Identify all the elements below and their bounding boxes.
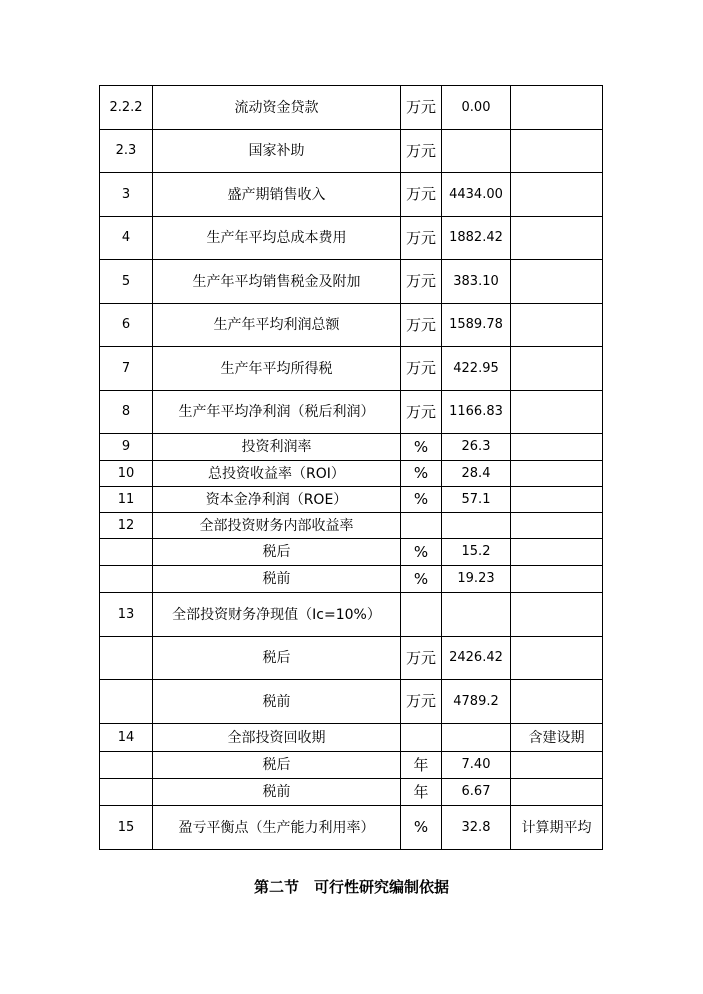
value-cell: 4789.2 (442, 680, 511, 724)
value-cell: 57.1 (442, 487, 511, 513)
row-number: 8 (100, 391, 153, 434)
unit-cell: 万元 (401, 86, 442, 130)
table-row (100, 566, 603, 593)
row-number (100, 566, 153, 593)
value-cell: 15.2 (442, 539, 511, 566)
table-row (100, 461, 603, 487)
table-row (100, 637, 603, 680)
row-number: 10 (100, 461, 153, 487)
note-cell (511, 304, 603, 347)
note-cell (511, 461, 603, 487)
indicator-name: 全部投资财务内部收益率 (153, 513, 401, 539)
unit-cell (401, 593, 442, 637)
value-cell: 7.40 (442, 752, 511, 779)
indicator-name: 生产年平均所得税 (153, 347, 401, 391)
table-row (100, 260, 603, 304)
note-cell (511, 434, 603, 461)
unit-cell: 万元 (401, 217, 442, 260)
row-number: 2.3 (100, 130, 153, 173)
value-cell (442, 513, 511, 539)
value-cell: 2426.42 (442, 637, 511, 680)
indicator-table (99, 85, 603, 850)
table-row (100, 779, 603, 806)
row-number: 2.2.2 (100, 86, 153, 130)
indicator-name: 生产年平均净利润（税后利润） (153, 391, 401, 434)
table-row (100, 487, 603, 513)
indicator-name: 盛产期销售收入 (153, 173, 401, 217)
unit-cell: 万元 (401, 260, 442, 304)
unit-cell: 万元 (401, 173, 442, 217)
table-row (100, 217, 603, 260)
note-cell (511, 779, 603, 806)
unit-cell: 万元 (401, 130, 442, 173)
indicator-name: 投资利润率 (153, 434, 401, 461)
row-number: 7 (100, 347, 153, 391)
unit-cell: 万元 (401, 680, 442, 724)
indicator-name: 生产年平均销售税金及附加 (153, 260, 401, 304)
table-row (100, 752, 603, 779)
value-cell: 19.23 (442, 566, 511, 593)
indicator-name: 税前 (153, 680, 401, 724)
unit-cell: 万元 (401, 391, 442, 434)
unit-cell: 年 (401, 779, 442, 806)
value-cell: 4434.00 (442, 173, 511, 217)
note-cell: 含建设期 (511, 724, 603, 752)
row-number: 12 (100, 513, 153, 539)
row-number (100, 680, 153, 724)
value-cell: 1589.78 (442, 304, 511, 347)
note-cell (511, 680, 603, 724)
table-row (100, 434, 603, 461)
unit-cell: % (401, 566, 442, 593)
value-cell: 6.67 (442, 779, 511, 806)
note-cell (511, 513, 603, 539)
note-cell (511, 752, 603, 779)
row-number: 5 (100, 260, 153, 304)
indicator-name: 税后 (153, 752, 401, 779)
unit-cell: % (401, 461, 442, 487)
unit-cell: 万元 (401, 304, 442, 347)
table-row (100, 806, 603, 850)
indicator-name: 税前 (153, 779, 401, 806)
indicator-name: 税后 (153, 637, 401, 680)
note-cell (511, 173, 603, 217)
row-number: 3 (100, 173, 153, 217)
note-cell (511, 391, 603, 434)
row-number: 6 (100, 304, 153, 347)
row-number: 9 (100, 434, 153, 461)
indicator-name: 生产年平均利润总额 (153, 304, 401, 347)
row-number (100, 637, 153, 680)
row-number (100, 752, 153, 779)
table-row (100, 86, 603, 130)
row-number: 14 (100, 724, 153, 752)
table-row (100, 173, 603, 217)
unit-cell (401, 513, 442, 539)
indicator-name: 税前 (153, 566, 401, 593)
unit-cell: % (401, 434, 442, 461)
value-cell (442, 130, 511, 173)
indicator-name: 资本金净利润（ROE） (153, 487, 401, 513)
unit-cell: 万元 (401, 347, 442, 391)
value-cell: 1166.83 (442, 391, 511, 434)
row-number: 13 (100, 593, 153, 637)
note-cell (511, 347, 603, 391)
note-cell (511, 539, 603, 566)
row-number (100, 539, 153, 566)
table-row (100, 130, 603, 173)
note-cell (511, 487, 603, 513)
note-cell (511, 593, 603, 637)
note-cell: 计算期平均 (511, 806, 603, 850)
unit-cell: 年 (401, 752, 442, 779)
table-row (100, 724, 603, 752)
note-cell (511, 86, 603, 130)
table-row (100, 391, 603, 434)
table-row (100, 513, 603, 539)
indicator-name: 全部投资回收期 (153, 724, 401, 752)
row-number: 11 (100, 487, 153, 513)
unit-cell: % (401, 806, 442, 850)
note-cell (511, 260, 603, 304)
value-cell: 26.3 (442, 434, 511, 461)
value-cell: 383.10 (442, 260, 511, 304)
note-cell (511, 637, 603, 680)
unit-cell (401, 724, 442, 752)
value-cell: 422.95 (442, 347, 511, 391)
indicator-name: 全部投资财务净现值（Ic=10%） (153, 593, 401, 637)
indicator-name: 总投资收益率（ROI） (153, 461, 401, 487)
indicator-name: 生产年平均总成本费用 (153, 217, 401, 260)
row-number: 15 (100, 806, 153, 850)
unit-cell: 万元 (401, 637, 442, 680)
value-cell: 0.00 (442, 86, 511, 130)
value-cell (442, 593, 511, 637)
section-heading: 第二节 可行性研究编制依据 (253, 878, 449, 896)
value-cell: 1882.42 (442, 217, 511, 260)
table-row (100, 347, 603, 391)
table-row (100, 304, 603, 347)
row-number (100, 779, 153, 806)
indicator-name: 税后 (153, 539, 401, 566)
unit-cell: % (401, 539, 442, 566)
table-row (100, 539, 603, 566)
note-cell (511, 217, 603, 260)
value-cell: 32.8 (442, 806, 511, 850)
table-row (100, 680, 603, 724)
note-cell (511, 566, 603, 593)
unit-cell: % (401, 487, 442, 513)
row-number: 4 (100, 217, 153, 260)
note-cell (511, 130, 603, 173)
value-cell: 28.4 (442, 461, 511, 487)
value-cell (442, 724, 511, 752)
table-row (100, 593, 603, 637)
indicator-name: 盈亏平衡点（生产能力利用率） (153, 806, 401, 850)
indicator-name: 流动资金贷款 (153, 86, 401, 130)
indicator-name: 国家补助 (153, 130, 401, 173)
